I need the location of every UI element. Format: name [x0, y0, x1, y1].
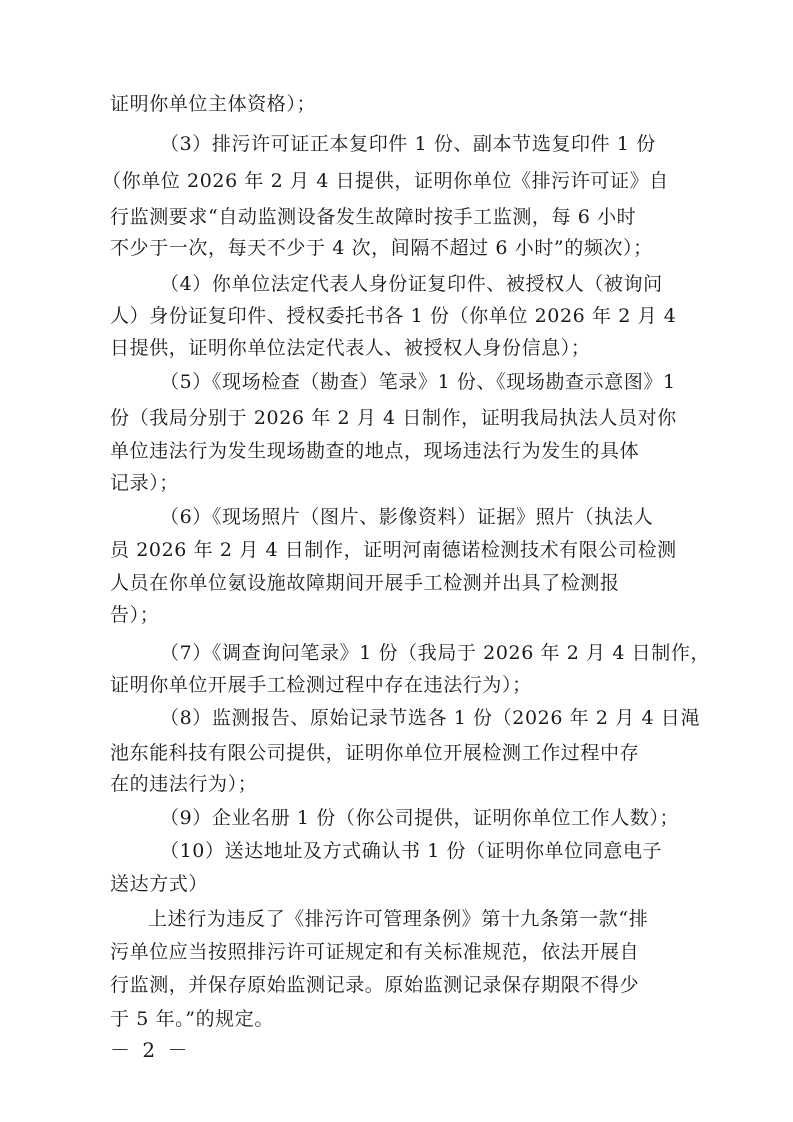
text-line: 送达方式） [110, 873, 209, 895]
text-line: 污单位应当按照排污许可证规定和有关标准规范，依法开展自 [110, 941, 640, 963]
text-line: （3）排污许可证正本复印件 1 份、副本节选复印件 1 份 [160, 133, 656, 155]
page-number: － 2 － [110, 1038, 191, 1062]
text-line: 记录）； [110, 472, 179, 494]
text-line: 日提供，证明你单位法定代表人、被授权人身份信息）； [110, 337, 591, 359]
text-line: 人员在你单位氨设施故障期间开展手工检测并出具了检测报 [110, 572, 620, 594]
text-line: （9）企业名册 1 份（你公司提供，证明你单位工作人数）； [160, 807, 680, 829]
text-line: （7）《调查询问笔录》1 份（我局于 2026 年 2 月 4 日制作， [160, 642, 711, 664]
text-line: 不少于一次，每天不少于 4 次，间隔不超过 6 小时”的频次）； [110, 237, 653, 259]
text-line: 人）身份证复印件、授权委托书各 1 份（你单位 2026 年 2 月 4 [110, 305, 677, 327]
text-line: 行监测要求“自动监测设备发生故障时按手工监测，每 6 小时 [110, 206, 637, 228]
text-line: 在的违法行为）； [110, 773, 258, 795]
text-line: 于 5 年。”的规定。 [110, 1008, 274, 1030]
text-line: 份（我局分别于 2026 年 2 月 4 日制作，证明我局执法人员对你 [110, 407, 677, 429]
text-line: 告）； [110, 604, 160, 626]
text-line: 上述行为违反了《排污许可管理条例》第十九条第一款“排 [148, 908, 649, 930]
text-line: 单位违法行为发生现场勘查的地点，现场违法行为发生的具体 [110, 440, 640, 462]
text-line: 员 2026 年 2 月 4 日制作，证明河南德诺检测技术有限公司检测 [110, 539, 677, 561]
text-line: 证明你单位主体资格）； [110, 93, 317, 115]
text-line: 池东能科技有限公司提供，证明你单位开展检测工作过程中存 [110, 742, 640, 764]
text-line: 证明你单位开展手工检测过程中存在违法行为）； [110, 674, 532, 696]
text-line: （8）监测报告、原始记录节选各 1 份（2026 年 2 月 4 日渑 [160, 707, 700, 729]
text-line: （6）《现场照片（图片、影像资料）证据》照片（执法人 [160, 506, 654, 528]
text-line: （你单位 2026 年 2 月 4 日提供，证明你单位《排污许可证》自 [102, 170, 669, 192]
text-line: 行监测，并保存原始监测记录。原始监测记录保存期限不得少 [110, 974, 640, 996]
text-line: （10）送达地址及方式确认书 1 份（证明你单位同意电子 [160, 840, 663, 862]
text-line: （5）《现场检查（勘查）笔录》1 份、《现场勘查示意图》1 [160, 371, 676, 393]
text-line: （4）你单位法定代表人身份证复印件、被授权人（被询问 [160, 273, 663, 295]
